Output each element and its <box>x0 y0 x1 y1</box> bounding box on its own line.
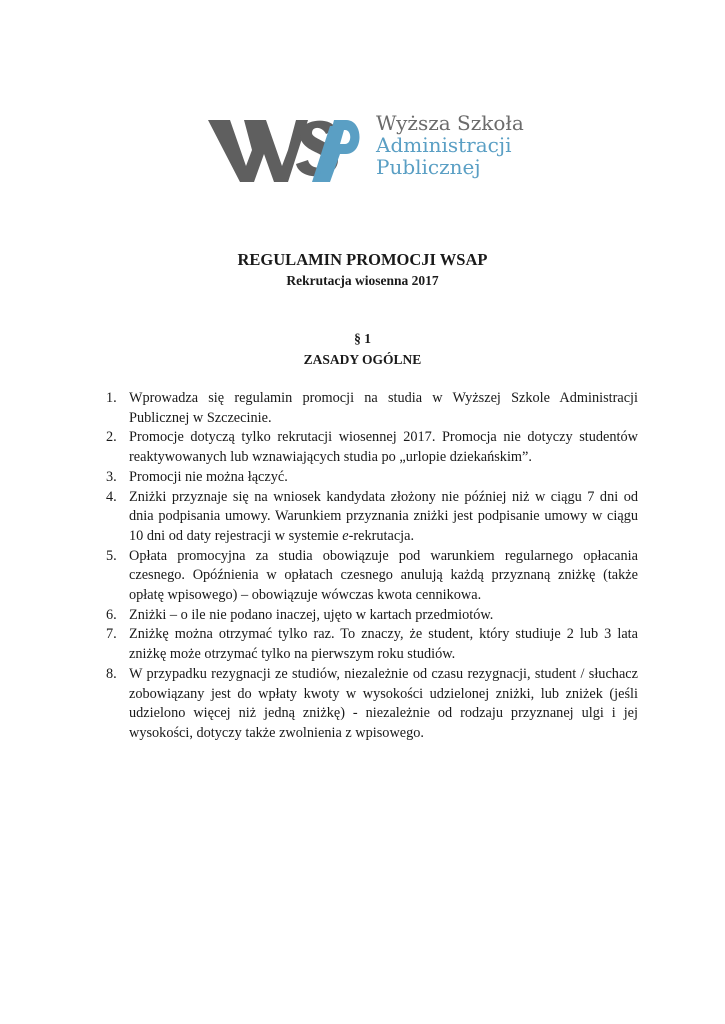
rule-text: Zniżki – o ile nie podano inaczej, ujęto w kartach przedmiotów. <box>129 606 494 623</box>
section-number: § 1 <box>354 331 371 346</box>
rule-text: Zniżkę można otrzymać tylko raz. To znaczy, że student, który studiuje 2 lub 3 lata zniżkę może otrzymać tylko na pierwszym roku studiów. <box>129 626 638 663</box>
rule-number: 6. <box>106 606 117 623</box>
wsap-logo <box>208 112 528 188</box>
document-title: REGULAMIN PROMOCJI WSAP <box>237 250 488 269</box>
rule-text <box>129 489 638 544</box>
document-subtitle: Rekrutacja wiosenna 2017 <box>286 273 439 288</box>
logo-line-1: Wyższa Szkoła <box>376 111 524 135</box>
rule-item <box>106 389 638 428</box>
rule-item <box>106 468 638 488</box>
rule-text: Wprowadza się regulamin promocji na studia w Wyższej Szkole Administracji Publicznej w Szczecinie. <box>129 390 638 426</box>
rule-number: 1. <box>106 390 117 406</box>
rule-item <box>106 625 638 664</box>
logo-line-2: Administracji <box>376 133 512 157</box>
wsap-logo-mark-icon <box>208 116 360 184</box>
rule-text: W przypadku rezygnacji ze studiów, niezależnie od czasu rezygnacji, student / słuchacz zobowiązany jest do wpłaty kwoty w wysokości udzielonej zniżki, lub zniżek (jeśli udzielono więcej niż jedną zniżkę) - niezależnie od rodzaju przyznanej ulgi i jej wysokości, dotyczy także zwolnienia z wpisowego. <box>129 665 638 741</box>
rule-text-part: -rekrutacja. <box>348 527 415 544</box>
rule-number: 8. <box>106 665 117 682</box>
rule-item <box>106 606 638 626</box>
rule-number: 3. <box>106 468 117 485</box>
rule-text: Promocji nie można łączyć. <box>129 468 288 485</box>
rule-number: 4. <box>106 488 117 505</box>
logo-text <box>376 112 524 178</box>
rule-number: 2. <box>106 429 117 446</box>
rule-text-part: Zniżki przyznaje się na wniosek kandydata złożony nie później niż w ciągu 7 dni od dnia podpisania umowy. Warunkiem przyznania zniżki jest podpisanie umowy w ciągu 10 dni od daty rejestracji w systemie <box>129 488 638 544</box>
rules-list <box>106 389 638 744</box>
rule-text: Opłata promocyjna za studia obowiązuje pod warunkiem regularnego opłacania czesnego. Opóźnienia w opłatach czesnego anulują każdą przyznaną zniżkę (także opłatę wpisowego) – obowiązuje wówczas kwota cennikowa. <box>129 547 638 604</box>
rule-number: 5. <box>106 547 117 564</box>
rule-item <box>106 665 638 744</box>
rule-item <box>106 428 638 467</box>
rule-item <box>106 488 638 547</box>
section-title: ZASADY OGÓLNE <box>303 352 422 367</box>
rule-text-italic: e <box>342 527 349 544</box>
logo-line-3: Publicznej <box>376 155 481 179</box>
rule-text: Promocje dotyczą tylko rekrutacji wiosennej 2017. Promocja nie dotyczy studentów reaktywowanych lub wznawiających studia po „urlopie dziekańskim”. <box>129 429 638 466</box>
rule-item <box>106 547 638 606</box>
rule-number: 7. <box>106 626 117 643</box>
